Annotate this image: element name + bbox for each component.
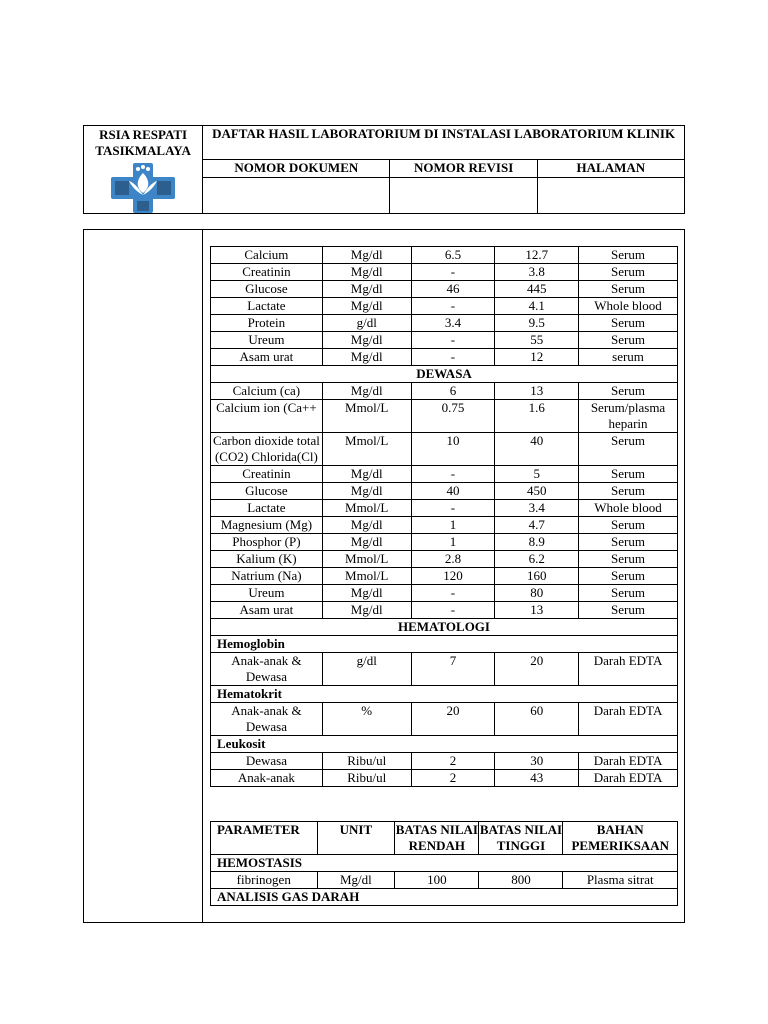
low-cell: 46 (411, 281, 495, 298)
low-cell: - (411, 332, 495, 349)
left-column-divider (202, 230, 203, 922)
results-table (210, 246, 678, 787)
param-cell: Calcium (ca) (211, 383, 323, 400)
unit-cell: Mmol/L (322, 433, 411, 466)
param-cell: Phosphor (P) (211, 534, 323, 551)
col-header-high: BATAS NILAI TINGGI (479, 822, 563, 853)
table-row (211, 551, 678, 568)
subsection-hematokrit: Hematokrit (211, 686, 678, 703)
unit-cell: Mg/dl (317, 872, 395, 889)
unit-cell: Mg/dl (322, 298, 411, 315)
unit-cell: Mg/dl (322, 517, 411, 534)
table-row (211, 332, 678, 349)
sample-cell: Serum (579, 247, 678, 264)
unit-cell: Mg/dl (322, 534, 411, 551)
unit-cell: Ribu/ul (322, 753, 411, 770)
param-cell: Anak-anak & Dewasa (211, 703, 323, 736)
sample-cell: Whole blood (579, 500, 678, 517)
high-cell: 12.7 (495, 247, 579, 264)
param-cell: Glucose (211, 483, 323, 500)
document-header (83, 125, 685, 214)
subsection-leukosit: Leukosit (211, 736, 678, 753)
high-cell: 6.2 (495, 551, 579, 568)
unit-cell: Mg/dl (322, 383, 411, 400)
table-row (211, 517, 678, 534)
unit-cell: Mg/dl (322, 247, 411, 264)
param-cell: Creatinin (211, 466, 323, 483)
table-row (211, 653, 678, 686)
section-hematologi: HEMATOLOGI (211, 619, 678, 636)
sample-cell: Serum (579, 483, 678, 500)
sample-cell: Serum (579, 534, 678, 551)
low-cell: - (411, 500, 495, 517)
section-hemostasis: HEMOSTASIS (211, 855, 678, 872)
low-cell: - (411, 264, 495, 281)
high-cell: 3.8 (495, 264, 579, 281)
unit-cell: Mg/dl (322, 483, 411, 500)
sample-cell: Serum (579, 433, 678, 466)
page-value (537, 177, 684, 213)
table-row (211, 602, 678, 619)
doc-number-value (203, 177, 390, 213)
unit-cell: Mg/dl (322, 585, 411, 602)
unit-cell: Mg/dl (322, 264, 411, 281)
section-analisis-gas-darah: ANALISIS GAS DARAH (211, 889, 678, 906)
sample-cell: Serum (579, 466, 678, 483)
unit-cell: Mg/dl (322, 281, 411, 298)
sample-cell: Serum (579, 264, 678, 281)
sample-cell: Darah EDTA (579, 770, 678, 787)
unit-cell: Mmol/L (322, 551, 411, 568)
high-cell: 4.1 (495, 298, 579, 315)
high-cell: 445 (495, 281, 579, 298)
high-cell: 20 (495, 653, 579, 686)
document-title: DAFTAR HASIL LABORATORIUM DI INSTALASI LABORATORIUM KLINIK (203, 126, 685, 160)
low-cell: - (411, 585, 495, 602)
unit-cell: Mmol/L (322, 568, 411, 585)
table-row (211, 298, 678, 315)
table-header-row (211, 822, 678, 855)
param-cell: Calcium ion (Ca++ (211, 400, 323, 433)
hospital-logo-icon (111, 163, 175, 213)
table-row (211, 315, 678, 332)
high-cell: 1.6 (495, 400, 579, 433)
low-cell: 1 (411, 534, 495, 551)
unit-cell: Mmol/L (322, 400, 411, 433)
low-cell: 2.8 (411, 551, 495, 568)
sample-cell: Plasma sitrat (563, 872, 678, 889)
param-cell: fibrinogen (211, 872, 318, 889)
low-cell: 10 (411, 433, 495, 466)
table-row (211, 500, 678, 517)
revision-value (390, 177, 537, 213)
col-header-parameter: PARAMETER (211, 822, 318, 855)
sample-cell: Darah EDTA (579, 753, 678, 770)
col-header-sample: BAHAN PEMERIKSAAN (563, 822, 678, 855)
high-cell: 13 (495, 383, 579, 400)
high-cell: 8.9 (495, 534, 579, 551)
high-cell: 55 (495, 332, 579, 349)
table-row (211, 466, 678, 483)
table-row (211, 247, 678, 264)
param-cell: Creatinin (211, 264, 323, 281)
table-row (211, 281, 678, 298)
doc-number-header: NOMOR DOKUMEN (203, 160, 390, 178)
low-cell: 40 (411, 483, 495, 500)
table-row (211, 433, 678, 466)
low-cell: 1 (411, 517, 495, 534)
low-cell: 7 (411, 653, 495, 686)
subsection-hemoglobin: Hemoglobin (211, 636, 678, 653)
param-cell: Asam urat (211, 349, 323, 366)
low-cell: - (411, 602, 495, 619)
table-row (211, 703, 678, 736)
param-cell: Carbon dioxide total (CO2) Chlorida(Cl) (211, 433, 323, 466)
table-row (211, 568, 678, 585)
hospital-name: RSIA RESPATI TASIKMALAYA (95, 127, 191, 158)
high-cell: 450 (495, 483, 579, 500)
sample-cell: Serum (579, 315, 678, 332)
low-cell: 100 (395, 872, 479, 889)
low-cell: 3.4 (411, 315, 495, 332)
high-cell: 30 (495, 753, 579, 770)
sample-cell: Serum/plasma heparin (579, 400, 678, 433)
revision-header: NOMOR REVISI (390, 160, 537, 178)
param-cell: Anak-anak (211, 770, 323, 787)
sample-cell: Serum (579, 281, 678, 298)
high-cell: 80 (495, 585, 579, 602)
param-cell: Asam urat (211, 602, 323, 619)
high-cell: 60 (495, 703, 579, 736)
param-cell: Ureum (211, 332, 323, 349)
sample-cell: Darah EDTA (579, 653, 678, 686)
unit-cell: Ribu/ul (322, 770, 411, 787)
high-cell: 160 (495, 568, 579, 585)
low-cell: - (411, 349, 495, 366)
low-cell: 0.75 (411, 400, 495, 433)
low-cell: 20 (411, 703, 495, 736)
unit-cell: g/dl (322, 315, 411, 332)
unit-cell: g/dl (322, 653, 411, 686)
table-row (211, 770, 678, 787)
table-row (211, 585, 678, 602)
unit-cell: Mg/dl (322, 332, 411, 349)
section-dewasa: DEWASA (211, 366, 678, 383)
hemostasis-table (210, 821, 678, 906)
param-cell: Magnesium (Mg) (211, 517, 323, 534)
unit-cell: Mg/dl (322, 349, 411, 366)
high-cell: 800 (479, 872, 563, 889)
high-cell: 3.4 (495, 500, 579, 517)
sample-cell: Serum (579, 383, 678, 400)
high-cell: 13 (495, 602, 579, 619)
param-cell: Calcium (211, 247, 323, 264)
sample-cell: Serum (579, 585, 678, 602)
param-cell: Lactate (211, 500, 323, 517)
high-cell: 9.5 (495, 315, 579, 332)
high-cell: 12 (495, 349, 579, 366)
param-cell: Natrium (Na) (211, 568, 323, 585)
low-cell: 2 (411, 753, 495, 770)
sample-cell: Serum (579, 568, 678, 585)
param-cell: Protein (211, 315, 323, 332)
low-cell: 120 (411, 568, 495, 585)
hospital-cell (84, 126, 203, 214)
col-header-unit: UNIT (317, 822, 395, 855)
sample-cell: Serum (579, 517, 678, 534)
param-cell: Lactate (211, 298, 323, 315)
unit-cell: Mg/dl (322, 602, 411, 619)
table-row (211, 349, 678, 366)
low-cell: 2 (411, 770, 495, 787)
table-row (211, 872, 678, 889)
table-row (211, 383, 678, 400)
low-cell: - (411, 298, 495, 315)
low-cell: 6 (411, 383, 495, 400)
low-cell: - (411, 466, 495, 483)
table-row (211, 483, 678, 500)
sample-cell: Serum (579, 602, 678, 619)
param-cell: Ureum (211, 585, 323, 602)
col-header-low: BATAS NILAI RENDAH (395, 822, 478, 853)
high-cell: 4.7 (495, 517, 579, 534)
high-cell: 43 (495, 770, 579, 787)
sample-cell: Whole blood (579, 298, 678, 315)
sample-cell: Darah EDTA (579, 703, 678, 736)
low-cell: 6.5 (411, 247, 495, 264)
unit-cell: % (322, 703, 411, 736)
high-cell: 40 (495, 433, 579, 466)
param-cell: Anak-anak & Dewasa (211, 653, 323, 686)
sample-cell: Serum (579, 551, 678, 568)
sample-cell: serum (579, 349, 678, 366)
high-cell: 5 (495, 466, 579, 483)
param-cell: Glucose (211, 281, 323, 298)
table-row (211, 753, 678, 770)
page-header: HALAMAN (537, 160, 684, 178)
param-cell: Kalium (K) (211, 551, 323, 568)
sample-cell: Serum (579, 332, 678, 349)
param-cell: Dewasa (211, 753, 323, 770)
table-row (211, 264, 678, 281)
unit-cell: Mg/dl (322, 466, 411, 483)
unit-cell: Mmol/L (322, 500, 411, 517)
table-row (211, 400, 678, 433)
table-row (211, 534, 678, 551)
